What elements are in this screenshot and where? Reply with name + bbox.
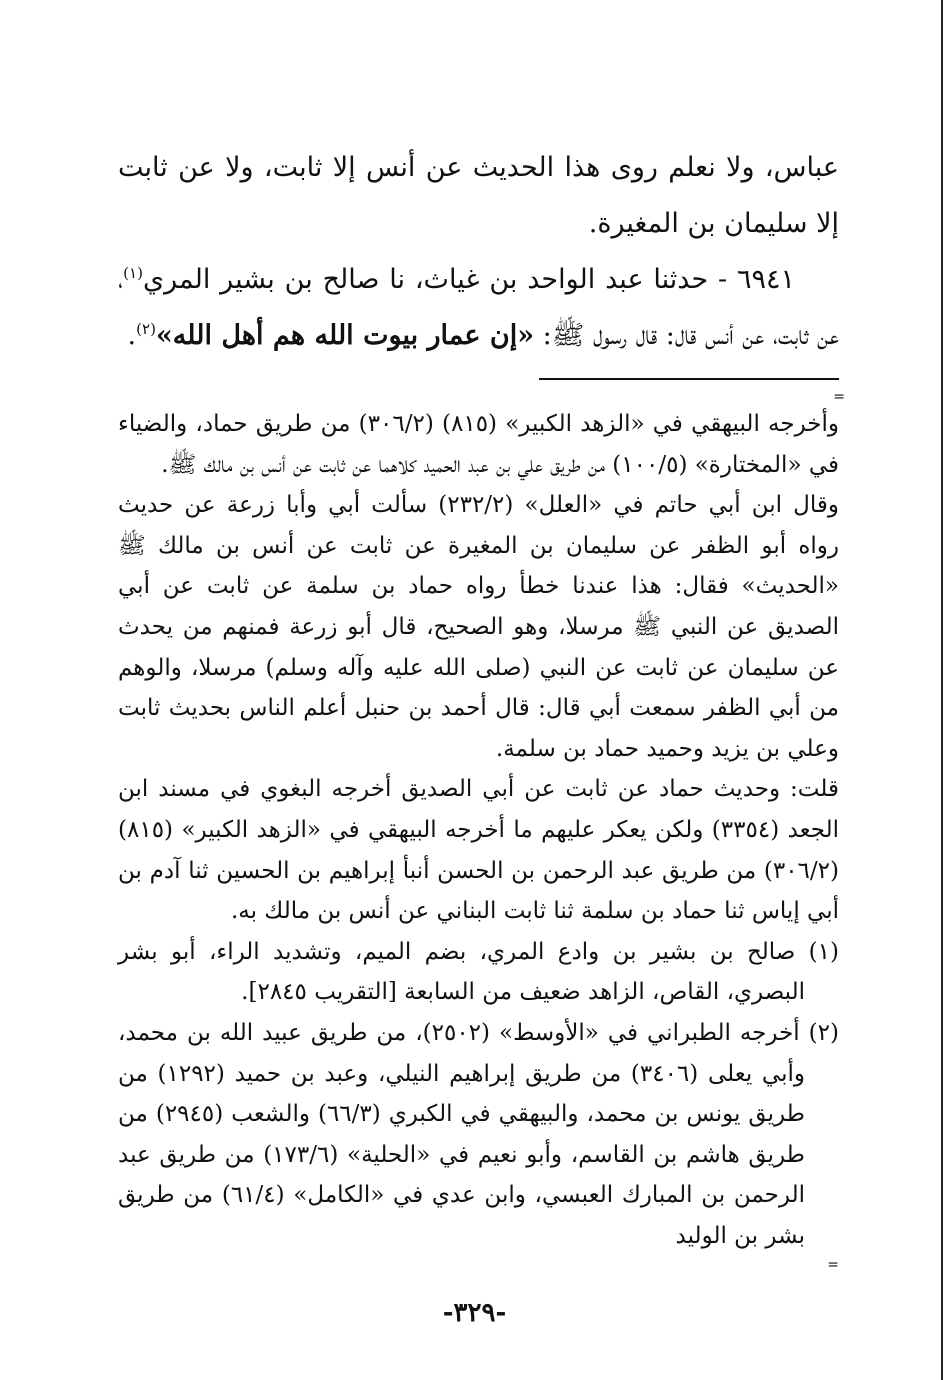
main-paragraph-1: عباس، ولا نعلم روى هذا الحديث عن أنس إلا ثابت، ولا عن ثابت إلا سليمان بن المغيرة. [118,152,839,239]
continuation-mark-bottom: = [827,1257,839,1274]
hadith-end-punct: . [127,320,137,351]
footnote-ref-1[interactable]: (١) [123,264,143,282]
footnotes-section [118,404,839,1272]
main-text [118,140,839,364]
footnote-continuation-1: وأخرجه البيهقي في «الزهد الكبير» (٨١٥) (٣٠٦/٢) من طريق حماد، والضياء في «المختارة» (١٠٠/٥) من طريق علي بن عبد الحميد كلاهما عن ثابت عن أنس بن مالك ﷺ. [118,411,839,478]
page-number: -٣٢٩- [442,1298,507,1328]
footnote-2: (٢) أخرجه الطبراني في «الأوسط» (٢٥٠٢)، من طريق عبيد الله بن محمد، وأبي يعلى (٣٤٠٦) من طريق إبراهيم النيلي، وعبد بن حميد (١٢٩٢) من طريق يونس بن محمد، والبيهقي في الكبري (٦٦/٣) والشعب (٢٩٤٥) من طريق هاشم بن القاسم، وأبو نعيم في «الحلية» (١٧٣/٦) من طريق عبد الرحمن بن المبارك العبسي، وابن عدي في «الكامل» (٦١/٤) من طريق بشر بن الوليد [118,1019,840,1249]
page-body [118,140,845,1274]
hadith-chain-text-cont: ، عن ثابت، عن أنس قال: قال رسول ﷺ: [118,264,839,351]
hadith-chain-text: ٦٩٤١ - حدثنا عبد الواحد بن غياث، نا صالح بن بشير المري [142,264,795,295]
footnote-1: (١) صالح بن بشير بن وادع المري، بضم الميم، وتشديد الراء، أبو بشر البصري، القاص، الزاهد ضعيف من السابعة [التقريب ٢٨٤٥]. [118,938,839,1006]
footnote-separator [539,378,839,380]
page-edge-line [941,0,943,1380]
hadith-matn: «إن عمار بيوت الله هم أهل الله» [155,320,535,351]
continuation-mark-top: = [833,389,845,405]
main-paragraph-2 [118,252,839,364]
footnote-continuation-2: وقال ابن أبي حاتم في «العلل» (٢٣٢/٢) سألت أبي وأبا زرعة عن حديث رواه أبو الظفر عن سليمان بن المغيرة عن ثابت عن أنس بن مالك ﷺ «الحديث» فقال: هذا عندنا خطأ رواه حماد بن سلمة عن ثابت عن أبي الصديق عن النبي ﷺ مرسلا، وهو الصحيح، قال أبو زرعة فمنهم من يحدث عن سليمان عن ثابت عن النبي (صلى الله عليه وآله وسلم) مرسلا، والوهم من أبي الظفر سمعت أبي قال: قال أحمد بن حنبل أعلم الناس بحديث ثابت وعلي بن يزيد وحميد حماد بن سلمة. [118,492,839,762]
footnote-ref-2[interactable]: (٢) [136,320,156,338]
footnote-continuation-3: قلت: وحديث حماد عن ثابت عن أبي الصديق أخرجه البغوي في مسند ابن الجعد (٣٣٥٤) ولكن يعكر عليهم ما أخرجه البيهقي في «الزهد الكبير» (٨١٥) (٣٠٦/٢) من طريق عبد الرحمن بن الحسن أنبأ إبراهيم بن الحسين ثنا آدم بن أبي إياس ثنا حماد بن سلمة ثنا ثابت البناني عن أنس بن مالك به. [118,776,839,925]
